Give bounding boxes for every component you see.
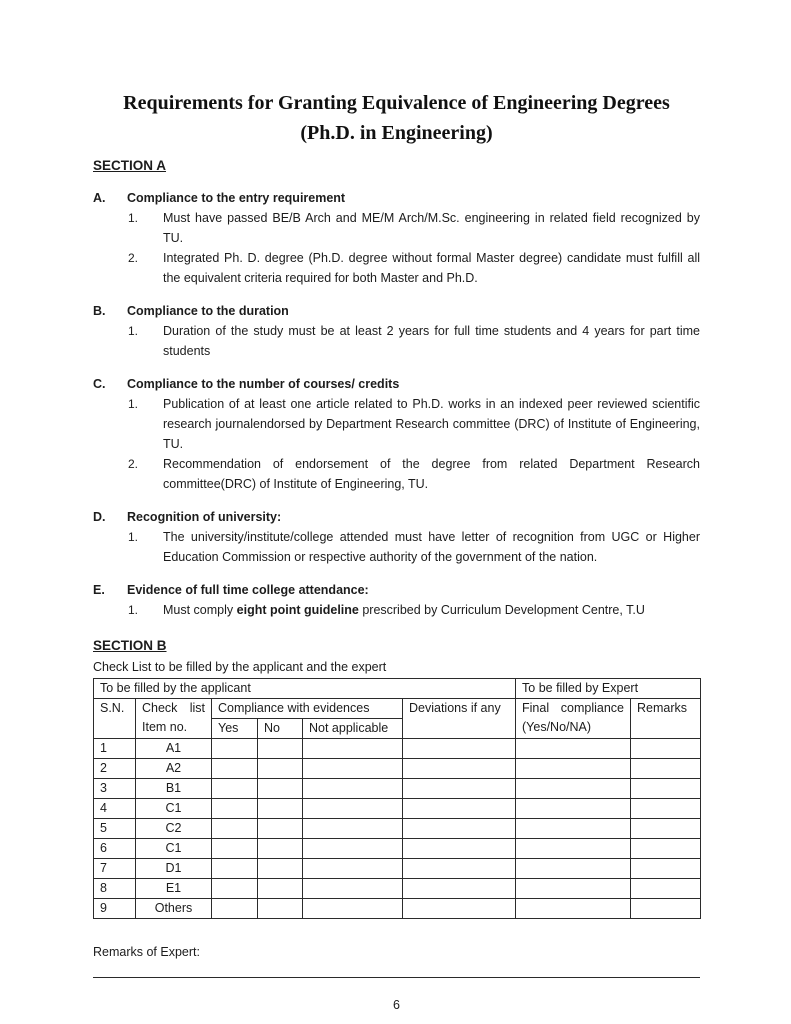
cell-no: [258, 839, 303, 859]
item-a: [93, 188, 700, 288]
subitem-number: 2.: [128, 251, 139, 265]
item-heading: Compliance to the duration: [127, 304, 289, 318]
subitem-text: Integrated Ph. D. degree (Ph.D. degree without formal Master degree) candidate must fulfill all the equivalent criteria required for both Master and Ph.D.: [163, 251, 700, 285]
table-row: [94, 739, 701, 759]
item-letter: A.: [93, 191, 106, 205]
cell-no: [258, 879, 303, 899]
cell-no: [258, 899, 303, 919]
col-header-check-list-item-no: Check list Item no.: [136, 699, 212, 739]
row-sn: 3: [94, 779, 136, 799]
cell-no: [258, 859, 303, 879]
column-header-row: [94, 699, 701, 719]
subitem-e1: [128, 600, 700, 620]
item-e: [93, 580, 700, 620]
item-letter: D.: [93, 510, 106, 524]
cell-deviations: [403, 799, 516, 819]
row-sn: 8: [94, 879, 136, 899]
cell-remarks: [631, 859, 701, 879]
cell-not-applicable: [303, 739, 403, 759]
cell-not-applicable: [303, 859, 403, 879]
cell-yes: [212, 899, 258, 919]
cell-final-compliance: [516, 879, 631, 899]
row-item-no: A1: [136, 739, 212, 759]
subitem-number: 1.: [128, 324, 139, 338]
cell-no: [258, 779, 303, 799]
cell-final-compliance: [516, 839, 631, 859]
cell-deviations: [403, 879, 516, 899]
cell-deviations: [403, 779, 516, 799]
cell-yes: [212, 879, 258, 899]
row-sn: 2: [94, 759, 136, 779]
cell-remarks: [631, 819, 701, 839]
item-letter: E.: [93, 583, 105, 597]
col-header-compliance-with-evidences: Compliance with evidences: [212, 699, 403, 719]
row-item-no: Others: [136, 899, 212, 919]
item-heading: Compliance to the number of courses/ credits: [127, 377, 400, 391]
row-sn: 4: [94, 799, 136, 819]
subitem-text: Publication of at least one article related to Ph.D. works in an indexed peer reviewed scientific research journalendorsed by Department Research committee (DRC) of Institute of Engineering, TU.: [163, 397, 700, 451]
cell-deviations: [403, 759, 516, 779]
subitem-number: 1.: [128, 530, 139, 544]
subitem-text: The university/institute/college attended must have letter of recognition from UGC or Higher Education Commission or respective authority of the government of the nation.: [163, 530, 700, 564]
cell-remarks: [631, 899, 701, 919]
item-c: [93, 374, 700, 494]
table-row: [94, 819, 701, 839]
cell-final-compliance: [516, 819, 631, 839]
cell-final-compliance: [516, 899, 631, 919]
col-header-no: No: [258, 719, 303, 739]
row-sn: 6: [94, 839, 136, 859]
table-row: [94, 839, 701, 859]
cell-final-compliance: [516, 799, 631, 819]
col-header-not-applicable: Not applicable: [303, 719, 403, 739]
remarks-fill-line: [93, 962, 700, 978]
group-header-applicant: To be filled by the applicant: [94, 679, 516, 699]
cell-final-compliance: [516, 759, 631, 779]
cell-remarks: [631, 879, 701, 899]
section-b-heading: SECTION B: [93, 638, 167, 653]
subitem-a2: [128, 248, 700, 288]
item-heading: Compliance to the entry requirement: [127, 191, 346, 205]
cell-no: [258, 759, 303, 779]
cell-remarks: [631, 739, 701, 759]
checklist-body: [94, 739, 701, 919]
table-row: [94, 759, 701, 779]
subitem-text: Duration of the study must be at least 2 years for full time students and 4 years for part time students: [163, 324, 700, 358]
cell-yes: [212, 839, 258, 859]
subitem-b1: [128, 321, 700, 361]
cell-no: [258, 819, 303, 839]
checklist-table: [93, 678, 701, 919]
item-letter: C.: [93, 377, 106, 391]
subitem-c2: [128, 454, 700, 494]
cell-not-applicable: [303, 759, 403, 779]
cell-no: [258, 799, 303, 819]
cell-not-applicable: [303, 899, 403, 919]
row-sn: 1: [94, 739, 136, 759]
cell-yes: [212, 859, 258, 879]
subitem-c1: [128, 394, 700, 454]
table-row: [94, 899, 701, 919]
row-item-no: C1: [136, 839, 212, 859]
page-number: 6: [393, 998, 400, 1012]
subitem-number: 1.: [128, 211, 139, 225]
table-row: [94, 859, 701, 879]
subitem-number: 1.: [128, 397, 139, 411]
subitem-text: Recommendation of endorsement of the degree from related Department Research committee(DRC) of Institute of Engineering, TU.: [163, 457, 700, 491]
cell-deviations: [403, 859, 516, 879]
cell-remarks: [631, 759, 701, 779]
subitem-a1: [128, 208, 700, 248]
row-item-no: E1: [136, 879, 212, 899]
row-sn: 5: [94, 819, 136, 839]
cell-not-applicable: [303, 779, 403, 799]
row-sn: 9: [94, 899, 136, 919]
cell-not-applicable: [303, 799, 403, 819]
subitem-text: Must comply eight point guideline prescribed by Curriculum Development Centre, T.U: [163, 603, 645, 617]
item-letter: B.: [93, 304, 106, 318]
col-header-final-compliance: Final compliance (Yes/No/NA): [516, 699, 631, 739]
cell-yes: [212, 799, 258, 819]
row-item-no: A2: [136, 759, 212, 779]
cell-not-applicable: [303, 819, 403, 839]
table-row: [94, 799, 701, 819]
col-header-yes: Yes: [212, 719, 258, 739]
remarks-of-expert-label: Remarks of Expert:: [93, 945, 200, 959]
table-caption: Check List to be filled by the applicant and the expert: [93, 660, 387, 674]
subitem-text: Must have passed BE/B Arch and ME/M Arch/M.Sc. engineering in related field recognized by TU.: [163, 211, 700, 245]
item-d: [93, 507, 700, 567]
cell-yes: [212, 739, 258, 759]
cell-deviations: [403, 899, 516, 919]
title-line-1: Requirements for Granting Equivalence of Engineering Degrees: [123, 92, 670, 114]
item-heading: Evidence of full time college attendance:: [127, 583, 369, 597]
cell-yes: [212, 819, 258, 839]
cell-yes: [212, 779, 258, 799]
item-b: [93, 301, 700, 361]
row-item-no: C1: [136, 799, 212, 819]
cell-final-compliance: [516, 859, 631, 879]
cell-not-applicable: [303, 839, 403, 859]
cell-not-applicable: [303, 879, 403, 899]
subitem-number: 2.: [128, 457, 139, 471]
subitem-d1: [128, 527, 700, 567]
cell-remarks: [631, 839, 701, 859]
col-header-deviations: Deviations if any: [403, 699, 516, 739]
col-header-sn: S.N.: [94, 699, 136, 739]
item-heading: Recognition of university:: [127, 510, 282, 524]
cell-remarks: [631, 799, 701, 819]
subitem-number: 1.: [128, 603, 139, 617]
table-row: [94, 879, 701, 899]
row-item-no: C2: [136, 819, 212, 839]
cell-no: [258, 739, 303, 759]
group-header-row: [94, 679, 701, 699]
cell-remarks: [631, 779, 701, 799]
cell-deviations: [403, 839, 516, 859]
section-a-heading: SECTION A: [93, 158, 167, 173]
cell-deviations: [403, 819, 516, 839]
row-sn: 7: [94, 859, 136, 879]
row-item-no: B1: [136, 779, 212, 799]
cell-final-compliance: [516, 739, 631, 759]
col-header-remarks: Remarks: [631, 699, 701, 739]
document-title: [93, 88, 700, 148]
group-header-expert: To be filled by Expert: [516, 679, 701, 699]
cell-final-compliance: [516, 779, 631, 799]
row-item-no: D1: [136, 859, 212, 879]
table-row: [94, 779, 701, 799]
cell-deviations: [403, 739, 516, 759]
title-line-2: (Ph.D. in Engineering): [300, 122, 493, 144]
cell-yes: [212, 759, 258, 779]
